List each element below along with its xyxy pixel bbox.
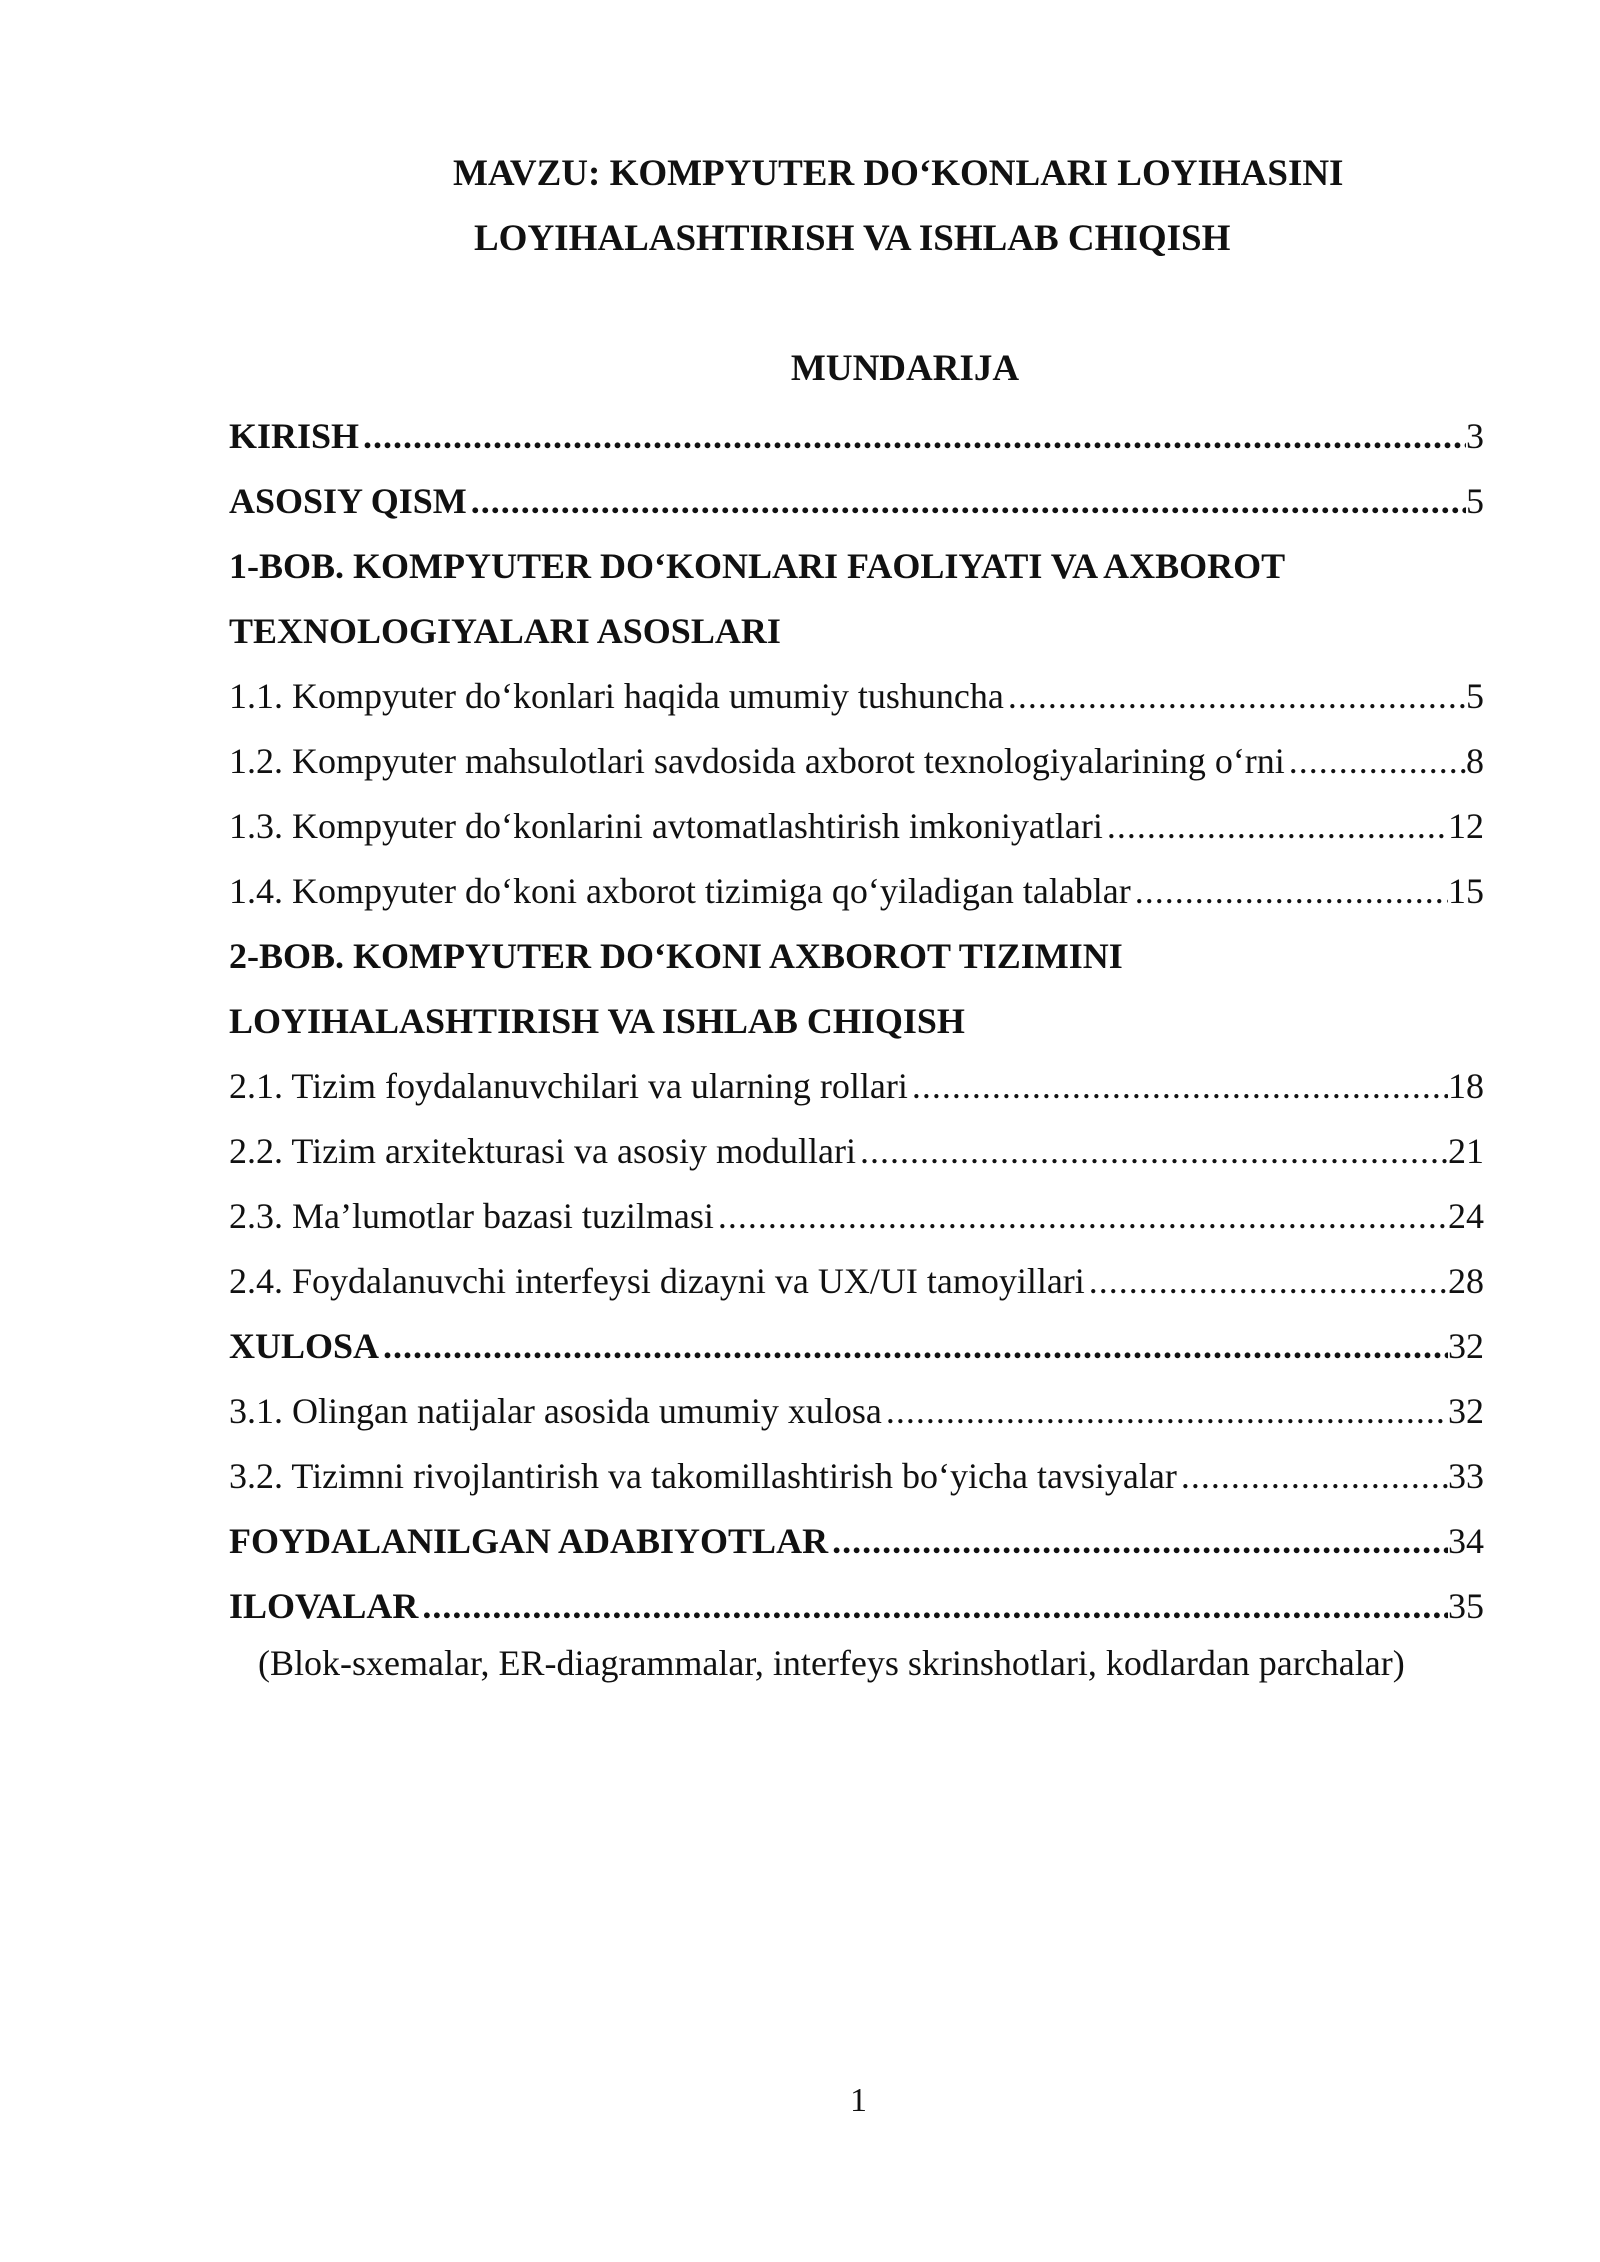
toc-page-number: 32	[1448, 1325, 1484, 1366]
toc-entry-text: 1.3. Kompyuter do‘konlarini avtomatlashtirish imkoniyatlari	[229, 805, 1103, 846]
toc-leader-dots	[882, 1390, 1448, 1432]
toc-chapter-1-line-2	[229, 598, 1484, 663]
toc-entry-kirish	[229, 403, 1484, 468]
toc-entry-text: ASOSIY QISM	[229, 480, 467, 521]
toc-leader-dots	[828, 1520, 1448, 1562]
toc-appendix-note: (Blok-sxemalar, ER-diagrammalar, interfeys skrinshotlari, kodlardan parchalar)	[258, 1643, 1405, 1683]
toc-page-number: 5	[1466, 480, 1484, 521]
toc-entry-3-1	[229, 1378, 1484, 1443]
toc-page-number: 21	[1448, 1130, 1484, 1171]
document-title-line-1: MAVZU: KOMPYUTER DO‘KONLARI LOYIHASINI	[453, 153, 1344, 194]
toc-leader-dots	[908, 1065, 1448, 1107]
toc-leader-dots	[1131, 870, 1448, 912]
toc-entry-text: FOYDALANILGAN ADABIYOTLAR	[229, 1520, 829, 1561]
toc-entry-asosiy-qism	[229, 468, 1484, 533]
toc-leader-dots	[379, 1325, 1448, 1367]
toc-leader-dots	[418, 1585, 1448, 1627]
toc-page-number: 12	[1448, 805, 1484, 846]
toc-entry-1-2	[229, 728, 1484, 793]
toc-entry-text: 1.2. Kompyuter mahsulotlari savdosida axborot texnologiyalarining o‘rni	[229, 740, 1285, 781]
toc-leader-dots	[714, 1195, 1448, 1237]
toc-page-number: 28	[1448, 1260, 1484, 1301]
toc-leader-dots	[1285, 740, 1466, 782]
toc-heading: MUNDARIJA	[790, 348, 1020, 389]
toc-entry-text: KIRISH	[229, 415, 360, 456]
toc-chapter-2-line-2	[229, 988, 1484, 1053]
toc-entry-text: 1.4. Kompyuter do‘koni axborot tizimiga qo‘yiladigan talablar	[229, 870, 1131, 911]
toc-entry-ilovalar	[229, 1573, 1484, 1638]
toc-leader-dots	[856, 1130, 1448, 1172]
toc-page-number: 8	[1466, 740, 1484, 781]
toc-entry-text: ILOVALAR	[229, 1585, 419, 1626]
page-number: 1	[850, 2082, 867, 2119]
toc-page-number: 15	[1448, 870, 1484, 911]
toc-leader-dots	[467, 480, 1466, 522]
toc-entry-2-1	[229, 1053, 1484, 1118]
toc-page-number: 32	[1448, 1390, 1484, 1431]
toc-page-number: 34	[1448, 1520, 1484, 1561]
toc-entry-text: 2.3. Ma’lumotlar bazasi tuzilmasi	[229, 1195, 714, 1236]
toc-entry-text: 1-BOB. KOMPYUTER DO‘KONLARI FAOLIYATI VA AXBOROT	[229, 545, 1286, 586]
toc-entry-text: 2.4. Foydalanuvchi interfeysi dizayni va UX/UI tamoyillari	[229, 1260, 1085, 1301]
toc-entry-text: XULOSA	[229, 1325, 380, 1366]
toc-entry-text: LOYIHALASHTIRISH VA ISHLAB CHIQISH	[229, 1000, 965, 1041]
toc-entry-text: TEXNOLOGIYALARI ASOSLARI	[229, 610, 781, 651]
toc-page-number: 3	[1466, 415, 1484, 456]
toc-entry-1-4	[229, 858, 1484, 923]
toc-entry-text: 2.2. Tizim arxitekturasi va asosiy modullari	[229, 1130, 856, 1171]
toc-leader-dots	[1085, 1260, 1448, 1302]
toc-entry-3-2	[229, 1443, 1484, 1508]
toc-entry-adabiyotlar	[229, 1508, 1484, 1573]
toc-page-number: 33	[1448, 1455, 1484, 1496]
toc-page-number: 24	[1448, 1195, 1484, 1236]
table-of-contents	[229, 403, 1484, 1638]
toc-entry-text: 3.1. Olingan natijalar asosida umumiy xulosa	[229, 1390, 882, 1431]
document-title-line-2: LOYIHALASHTIRISH VA ISHLAB CHIQISH	[474, 218, 1231, 259]
toc-page-number: 5	[1466, 675, 1484, 716]
toc-entry-2-3	[229, 1183, 1484, 1248]
toc-leader-dots	[359, 415, 1466, 457]
toc-entry-text: 3.2. Tizimni rivojlantirish va takomillashtirish bo‘yicha tavsiyalar	[229, 1455, 1177, 1496]
toc-leader-dots	[1103, 805, 1448, 847]
toc-entry-text: 2.1. Tizim foydalanuvchilari va ularning rollari	[229, 1065, 908, 1106]
toc-entry-xulosa	[229, 1313, 1484, 1378]
toc-entry-2-4	[229, 1248, 1484, 1313]
toc-entry-text: 2-BOB. KOMPYUTER DO‘KONI AXBOROT TIZIMINI	[229, 935, 1123, 976]
toc-page-number: 35	[1448, 1585, 1484, 1626]
toc-chapter-1-line-1	[229, 533, 1484, 598]
toc-entry-2-2	[229, 1118, 1484, 1183]
toc-entry-1-1	[229, 663, 1484, 728]
toc-chapter-2-line-1	[229, 923, 1484, 988]
toc-leader-dots	[1004, 675, 1466, 717]
toc-page-number: 18	[1448, 1065, 1484, 1106]
toc-leader-dots	[1177, 1455, 1448, 1497]
toc-entry-1-3	[229, 793, 1484, 858]
toc-entry-text: 1.1. Kompyuter do‘konlari haqida umumiy tushuncha	[229, 675, 1004, 716]
